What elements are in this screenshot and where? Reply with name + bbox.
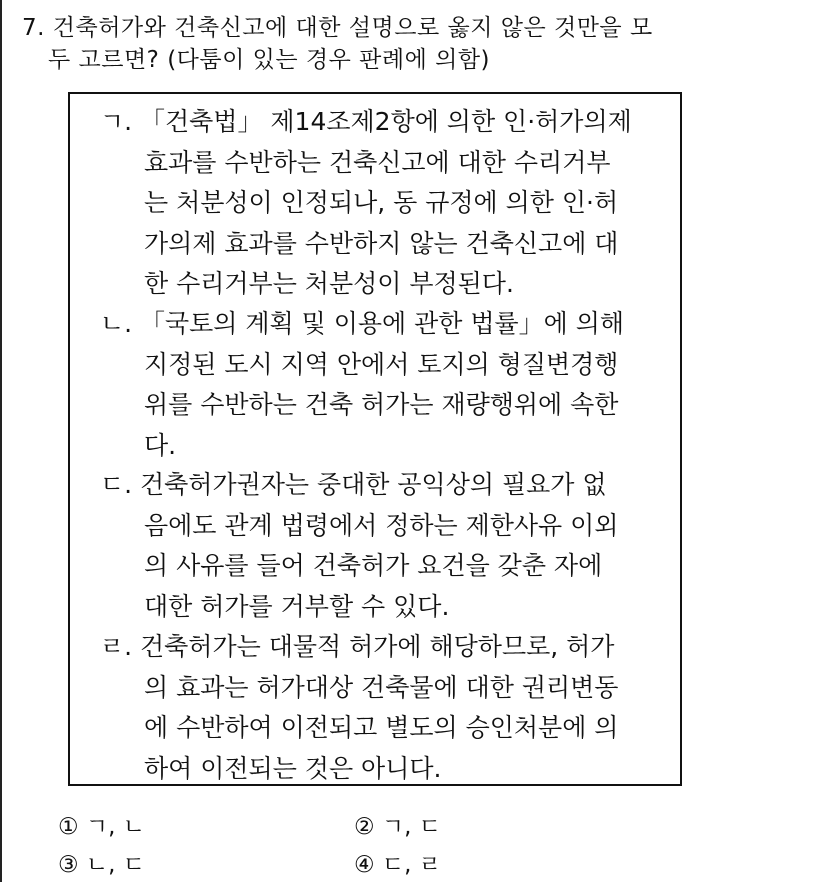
statement-nieun (100, 304, 670, 466)
question-line-2: 두 고르면? (다툼이 있는 경우 판례에 의함) (48, 47, 491, 73)
statement-line: 지정된 도시 지역 안에서 토지의 형질변경행 (144, 349, 619, 379)
statement-marker: ㄱ. (100, 107, 133, 136)
statement-line: 「국토의 계획 및 이용에 관한 법률」에 의해 (140, 309, 625, 338)
statement-line: 의 사유를 들어 건축허가 요건을 갖춘 자에 (144, 551, 603, 580)
statement-marker: ㄴ. (100, 309, 133, 338)
statement-line: 한 수리거부는 처분성이 부정된다. (144, 269, 514, 298)
statement-digeut (100, 465, 670, 627)
statement-line: 는 처분성이 인정되나, 동 규정에 의한 인·허 (144, 188, 619, 217)
question-line-1: 7. 건축허가와 건축신고에 대한 설명으로 옳지 않은 것만을 모 (22, 15, 653, 41)
statement-line: 「건축법」 제14조제2항에 의한 인·허가의제 (140, 107, 632, 136)
statements-box (68, 92, 682, 786)
statement-line: 에 수반하여 이전되고 별도의 승인처분에 의 (144, 713, 619, 742)
statement-line: 대한 허가를 거부할 수 있다. (144, 591, 450, 621)
left-margin-rule (0, 0, 2, 882)
statement-rieul (100, 627, 670, 789)
statement-line: 음에도 관계 법령에서 정하는 제한사유 이외 (144, 510, 619, 540)
statement-giyeok (100, 102, 670, 305)
answer-choice-2[interactable]: ② ㄱ, ㄷ (354, 814, 441, 840)
statement-line: 하여 이전되는 것은 아니다. (144, 753, 442, 783)
answer-choice-3[interactable]: ③ ㄴ, ㄷ (58, 852, 145, 878)
statement-line: 가의제 효과를 수반하지 않는 건축신고에 대 (144, 228, 619, 258)
answer-choice-4[interactable]: ④ ㄷ, ㄹ (354, 852, 441, 878)
statement-marker: ㄹ. (100, 632, 133, 661)
statement-line: 건축허가권자는 중대한 공익상의 필요가 없 (140, 470, 607, 499)
statement-line: 건축허가는 대물적 허가에 해당하므로, 허가 (140, 632, 615, 661)
statement-marker: ㄷ. (100, 470, 133, 499)
answer-choice-1[interactable]: ① ㄱ, ㄴ (58, 814, 145, 840)
statement-line: 위를 수반하는 건축 허가는 재량행위에 속한 (144, 390, 619, 419)
question-stem (22, 12, 812, 76)
statement-line: 다. (144, 430, 177, 460)
statement-line: 효과를 수반하는 건축신고에 대한 수리거부 (144, 147, 611, 177)
statement-line: 의 효과는 허가대상 건축물에 대한 권리변동 (144, 672, 619, 702)
